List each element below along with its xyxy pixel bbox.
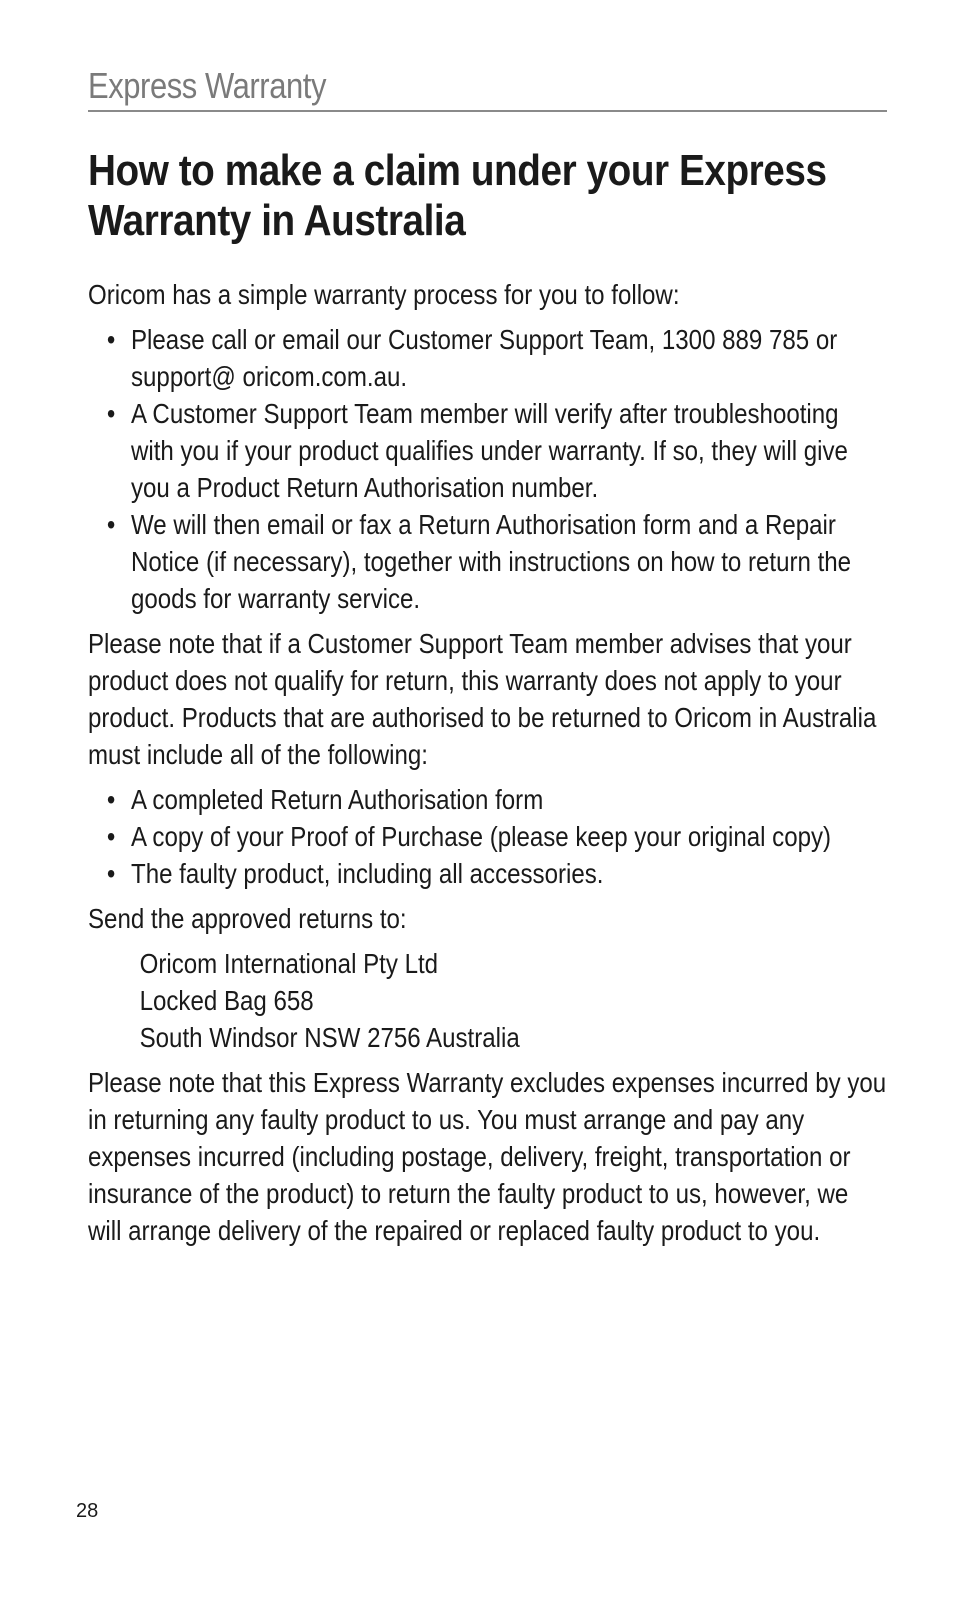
header-rule — [88, 110, 887, 112]
send-to-label: Send the approved returns to: — [88, 903, 407, 934]
bullet-icon: • — [106, 509, 116, 540]
address-line-company: Oricom International Pty Ltd — [139, 948, 439, 979]
page-number: 28 — [76, 1500, 99, 1522]
bullet-icon: • — [106, 398, 116, 429]
address-line-box: Locked Bag 658 — [139, 985, 314, 1016]
list-item — [88, 321, 888, 395]
list-item — [88, 855, 888, 892]
list-item — [88, 781, 888, 818]
list-item — [88, 506, 888, 617]
list-item — [88, 395, 888, 506]
return-item-text: A completed Return Authorisation form — [131, 784, 544, 815]
address-line-locality: South Windsor NSW 2756 Australia — [139, 1022, 520, 1053]
document-page — [88, 62, 888, 1249]
process-steps-list — [88, 321, 888, 617]
body-content — [88, 276, 888, 1249]
note-paragraph: Please note that if a Customer Support Team member advises that your product does not qualify for return, this warranty does not apply to your product. Products that are authorised to be returned to Oricom in Australia must include all of the following: — [88, 628, 877, 770]
bullet-icon: • — [106, 324, 116, 355]
return-item-text: A copy of your Proof of Purchase (please keep your original copy) — [131, 821, 832, 852]
return-item-text: The faulty product, including all accessories. — [131, 858, 604, 889]
expenses-paragraph: Please note that this Express Warranty excludes expenses incurred by you in returning any faulty product to us. You must arrange and pay any expenses incurred (including postage, delivery, freight, transportation or insurance of the product) to return the faulty product to us, however, we will arrange delivery of the repaired or replaced faulty product to you. — [88, 1067, 887, 1246]
process-step-text: We will then email or fax a Return Authorisation form and a Repair Notice (if necessary), together with instructions on how to return the goods for warranty service. — [131, 509, 852, 614]
process-step-text: A Customer Support Team member will verify after troubleshooting with you if your product qualifies under warranty. If so, they will give you a Product Return Authorisation number. — [131, 398, 848, 503]
return-address — [88, 945, 888, 1056]
bullet-icon: • — [106, 784, 116, 815]
process-step-text: Please call or email our Customer Support Team, 1300 889 785 or support@ oricom.com.au. — [131, 324, 838, 392]
return-items-list — [88, 781, 888, 892]
page-title: How to make a claim under your Express Warranty in Australia — [88, 146, 827, 245]
list-item — [88, 818, 888, 855]
section-header: Express Warranty — [88, 65, 326, 106]
intro-text: Oricom has a simple warranty process for you to follow: — [88, 279, 680, 310]
bullet-icon: • — [106, 858, 116, 889]
bullet-icon: • — [106, 821, 116, 852]
